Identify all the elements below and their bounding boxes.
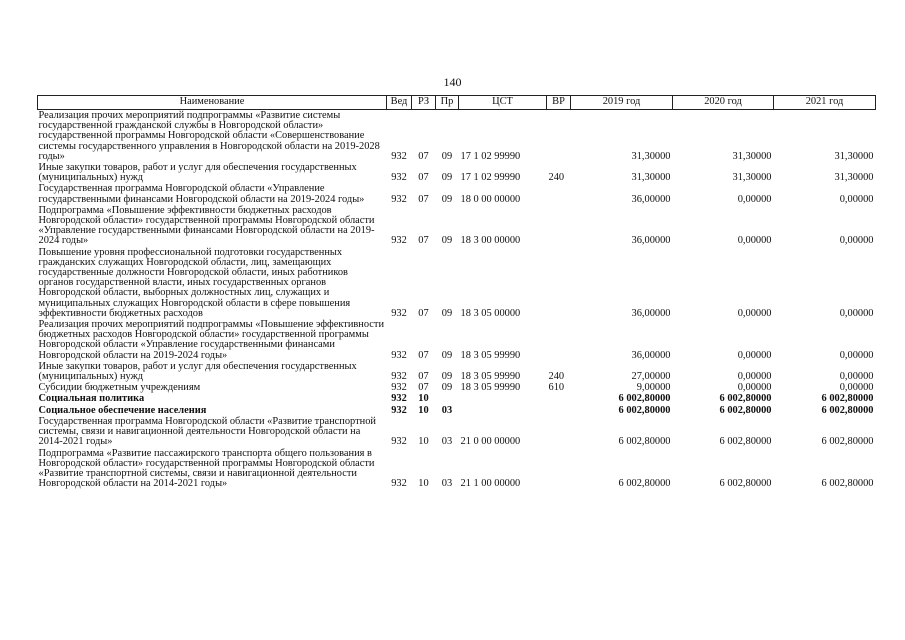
cell-2021: 0,00000: [839, 371, 874, 383]
cell-pr: 09: [441, 172, 453, 184]
cell-2020: 0,00000: [737, 235, 772, 247]
cell-2021: 0,00000: [839, 307, 874, 319]
cell-name: Реализация прочих мероприятий подпрограммы «Развитие системы государственной гражданской службы в Новгородской области» государственной программы Новгородской области «Совершенствование системы государственного управления в Новгородской области на 2019-2028 годы»: [38, 110, 380, 162]
cell-cst: 21 1 00 00000: [460, 478, 521, 490]
cell-ved: 932: [391, 436, 407, 448]
cell-2019: 6 002,80000: [618, 478, 671, 490]
cell-2020: 6 002,80000: [719, 404, 772, 416]
cell-pr: 09: [441, 371, 453, 383]
cell-pr: 03: [441, 478, 453, 490]
cell-vr: 240: [548, 172, 565, 184]
cell-2020: 0,00000: [737, 307, 772, 319]
cell-2021: 6 002,80000: [821, 478, 874, 490]
page-number: 140: [443, 75, 462, 89]
header-2020: 2020 год: [673, 96, 774, 110]
cell-2019: 31,30000: [631, 150, 671, 162]
table-row: [38, 183, 876, 204]
cell-ved: 932: [391, 393, 407, 405]
cell-ved: 932: [391, 307, 407, 319]
cell-name: Социальное обеспечение населения: [38, 404, 207, 416]
cell-vr: [547, 448, 571, 490]
cell-vr: [547, 205, 571, 247]
cell-name: Государственная программа Новгородской области «Управление государственными финансами Новгородской области на 2019-2024 годы»: [38, 183, 365, 205]
cell-cst: 18 3 05 99990: [460, 382, 521, 394]
cell-name: Социальная политика: [38, 393, 145, 405]
cell-cst: 18 3 05 99990: [460, 371, 521, 383]
cell-pr: 09: [441, 349, 453, 361]
cell-2020: 6 002,80000: [719, 436, 772, 448]
cell-cst: [459, 405, 547, 416]
cell-pr: 09: [441, 150, 453, 162]
cell-name: Повышение уровня профессиональной подготовки государственных гражданских служащих Новгородской области, лиц, замещающих государственные должности Новгородской области, иных работников органов государственной власти, иных государственных органов Новгородской области, выборных должностных лиц, служащих и муниципальных служащих Новгородской области в сфере повышения эффективности бюджетных расходов: [38, 246, 351, 319]
cell-cst: 18 3 05 00000: [460, 307, 521, 319]
header-vr: ВР: [547, 96, 571, 110]
cell-cst: 18 3 05 99990: [460, 349, 521, 361]
cell-vr: [547, 393, 571, 404]
cell-pr: 09: [441, 193, 453, 205]
cell-2021: 6 002,80000: [821, 436, 874, 448]
cell-ved: 932: [391, 150, 407, 162]
cell-vr: [547, 405, 571, 416]
table-header-row: [38, 96, 876, 110]
cell-name: Государственная программа Новгородской области «Развитие транспортной системы, связи и навигационной деятельности Новгородской области на 2014-2021 годы»: [38, 415, 376, 448]
table-row: [38, 416, 876, 448]
cell-rz: 07: [418, 172, 429, 184]
cell-2021: 0,00000: [839, 193, 874, 205]
cell-rz: 07: [418, 371, 429, 383]
cell-2020: 31,30000: [732, 150, 772, 162]
header-name: Наименование: [38, 96, 387, 110]
table-body: [38, 110, 876, 490]
cell-2019: 31,30000: [631, 172, 671, 184]
cell-ved: 932: [391, 478, 407, 490]
cell-pr: 03: [441, 404, 453, 416]
table-row: [38, 382, 876, 393]
cell-2020: 0,00000: [737, 382, 772, 394]
table-row: [38, 319, 876, 361]
cell-cst: [459, 393, 547, 404]
cell-ved: 932: [391, 193, 407, 205]
cell-rz: 07: [418, 382, 429, 394]
cell-2019: 36,00000: [631, 307, 671, 319]
cell-ved: 932: [391, 235, 407, 247]
cell-2020: 31,30000: [732, 172, 772, 184]
cell-rz: 07: [418, 235, 429, 247]
cell-2019: 6 002,80000: [618, 393, 671, 405]
cell-ved: 932: [391, 404, 407, 416]
cell-rz: 10: [418, 404, 429, 416]
cell-pr: [436, 393, 459, 404]
cell-rz: 07: [418, 349, 429, 361]
cell-vr: [547, 183, 571, 204]
cell-2019: 36,00000: [631, 349, 671, 361]
cell-2021: 6 002,80000: [821, 404, 874, 416]
cell-2019: 6 002,80000: [618, 436, 671, 448]
cell-vr: [547, 416, 571, 448]
cell-2020: 6 002,80000: [719, 478, 772, 490]
cell-cst: 18 0 00 00000: [460, 193, 521, 205]
table-row: [38, 110, 876, 163]
table-row: [38, 405, 876, 416]
cell-2021: 0,00000: [839, 235, 874, 247]
cell-2021: 6 002,80000: [821, 393, 874, 405]
cell-name: Реализация прочих мероприятий подпрограммы «Повышение эффективности бюджетных расходов Новгородской области» государственной программы Новгородской области «Управление государственными финансами Новгородской области на 2019-2024 годы»: [38, 319, 385, 361]
cell-2019: 36,00000: [631, 193, 671, 205]
cell-vr: [547, 319, 571, 361]
table-row: [38, 162, 876, 183]
cell-vr: [547, 247, 571, 319]
cell-2020: 6 002,80000: [719, 393, 772, 405]
cell-pr: 09: [441, 382, 453, 394]
cell-2019: 9,00000: [636, 382, 671, 394]
cell-cst: 18 3 00 00000: [460, 235, 521, 247]
cell-2021: 31,30000: [834, 172, 874, 184]
cell-name: Иные закупки товаров, работ и услуг для обеспечения государственных (муниципальных) нужд: [38, 360, 357, 383]
cell-2019: 27,00000: [631, 371, 671, 383]
cell-vr: 610: [548, 382, 565, 394]
cell-name: Подпрограмма «Повышение эффективности бюджетных расходов Новгородской области» государственной программы Новгородской области «Управление государственными финансами Новгородской области на 2019-2024 годы»: [38, 204, 375, 247]
cell-2021: 0,00000: [839, 349, 874, 361]
header-2021: 2021 год: [774, 96, 876, 110]
header-pr: Пр: [436, 96, 459, 110]
cell-rz: 07: [418, 150, 429, 162]
cell-rz: 07: [418, 307, 429, 319]
cell-2019: 6 002,80000: [618, 404, 671, 416]
cell-ved: 932: [391, 382, 407, 394]
header-rz: РЗ: [412, 96, 436, 110]
header-cst: ЦСТ: [459, 96, 547, 110]
cell-2020: 0,00000: [737, 371, 772, 383]
cell-2021: 31,30000: [834, 150, 874, 162]
cell-ved: 932: [391, 349, 407, 361]
cell-vr: [547, 110, 571, 163]
cell-rz: 07: [418, 193, 429, 205]
table-row: [38, 247, 876, 319]
table-row: [38, 393, 876, 404]
table-row: [38, 361, 876, 382]
cell-rz: 10: [418, 478, 429, 490]
cell-ved: 932: [391, 172, 407, 184]
budget-table: [37, 95, 876, 489]
table-row: [38, 205, 876, 247]
cell-name: Иные закупки товаров, работ и услуг для обеспечения государственных (муниципальных) нужд: [38, 162, 357, 184]
header-2019: 2019 год: [571, 96, 673, 110]
cell-2019: 36,00000: [631, 235, 671, 247]
cell-pr: 09: [441, 307, 453, 319]
cell-rz: 10: [418, 436, 429, 448]
cell-name: Субсидии бюджетным учреждениям: [38, 382, 201, 394]
cell-rz: 10: [418, 393, 429, 405]
cell-ved: 932: [391, 371, 407, 383]
cell-vr: 240: [548, 371, 565, 383]
cell-name: Подпрограмма «Развитие пассажирского транспорта общего пользования в Новгородской области» государственной программы Новгородской области «Развитие транспортной системы, связи и навигационной деятельности Новгородской области на 2014-2021 годы»: [38, 447, 375, 490]
cell-pr: 09: [441, 235, 453, 247]
cell-2021: 0,00000: [839, 382, 874, 394]
cell-cst: 17 1 02 99990: [460, 150, 521, 162]
cell-2020: 0,00000: [737, 193, 772, 205]
cell-cst: 21 0 00 00000: [460, 436, 521, 448]
cell-2020: 0,00000: [737, 349, 772, 361]
cell-pr: 03: [441, 436, 453, 448]
header-ved: Вед: [387, 96, 412, 110]
table-row: [38, 448, 876, 490]
cell-cst: 17 1 02 99990: [460, 172, 521, 184]
